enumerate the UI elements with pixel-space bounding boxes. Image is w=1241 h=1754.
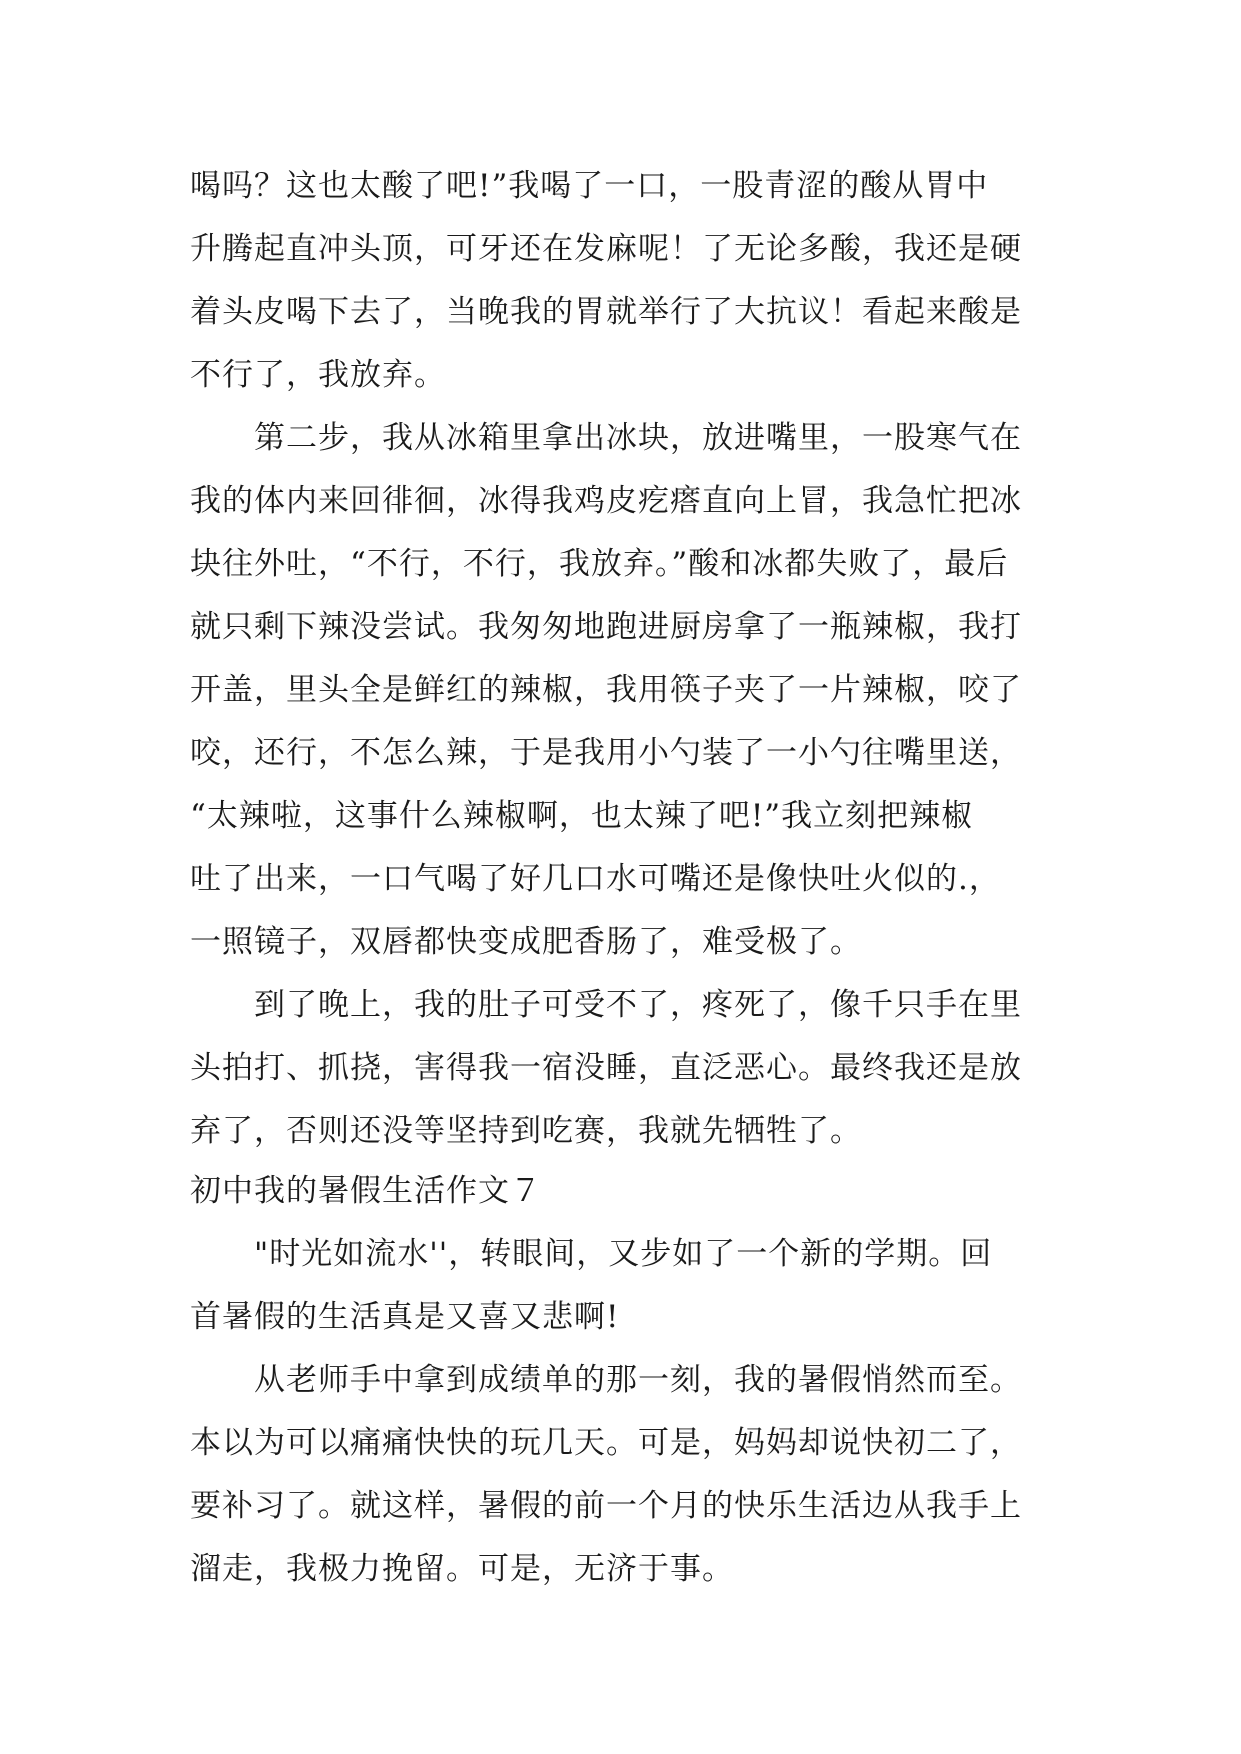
essay-title: 初中我的暑假生活作文７ <box>190 1173 542 1209</box>
text-line: 要补习了。就这样，暑假的前一个月的快乐生活边从我手上 <box>190 1488 1022 1524</box>
text-line: 不行了，我放弃。 <box>190 357 446 393</box>
story-text-block <box>190 155 1060 1163</box>
text-line: 首暑假的生活真是又喜又悲啊! <box>190 1299 620 1335</box>
text-line: 溜走，我极力挽留。可是，无济于事。 <box>190 1551 734 1587</box>
paragraph-start-line: "时光如流水''，转眼间，又步如了一个新的学期。回 <box>254 1236 993 1272</box>
text-line: “太辣啦，这事什么辣椒啊，也太辣了吧!”我立刻把辣椒 <box>190 798 974 834</box>
text-line: 一照镜子，双唇都快变成肥香肠了，难受极了。 <box>190 924 862 960</box>
essay-seven-block <box>190 1160 1060 1601</box>
text-line: 头拍打、抓挠，害得我一宿没睡，直泛恶心。最终我还是放 <box>190 1050 1022 1086</box>
text-line: 咬，还行，不怎么辣，于是我用小勺装了一小勺往嘴里送， <box>190 735 1022 771</box>
paragraph-start-line: 从老师手中拿到成绩单的那一刻，我的暑假悄然而至。 <box>254 1362 1022 1398</box>
text-line: 本以为可以痛痛快快的玩几天。可是，妈妈却说快初二了， <box>190 1425 1022 1461</box>
text-line: 升腾起直冲头顶，可牙还在发麻呢！了无论多酸，我还是硬 <box>190 231 1022 267</box>
text-line: 就只剩下辣没尝试。我匆匆地跑进厨房拿了一瓶辣椒，我打 <box>190 609 1022 645</box>
text-line: 我的体内来回徘徊，冰得我鸡皮疙瘩直向上冒，我急忙把冰 <box>190 483 1022 519</box>
text-line: 着头皮喝下去了，当晚我的胃就举行了大抗议！看起来酸是 <box>190 294 1022 330</box>
text-line: 喝吗？这也太酸了吧!”我喝了一口，一股青涩的酸从胃中 <box>190 168 989 204</box>
text-line: 弃了，否则还没等坚持到吃赛，我就先牺牲了。 <box>190 1113 862 1149</box>
text-line: 吐了出来，一口气喝了好几口水可嘴还是像快吐火似的.， <box>190 861 1001 897</box>
paragraph-start-line: 第二步，我从冰箱里拿出冰块，放进嘴里，一股寒气在 <box>254 420 1022 456</box>
text-line: 开盖，里头全是鲜红的辣椒，我用筷子夹了一片辣椒，咬了 <box>190 672 1022 708</box>
text-line: 块往外吐，“不行，不行，我放弃。”酸和冰都失败了，最后 <box>190 546 1009 582</box>
paragraph-start-line: 到了晚上，我的肚子可受不了，疼死了，像千只手在里 <box>254 987 1022 1023</box>
